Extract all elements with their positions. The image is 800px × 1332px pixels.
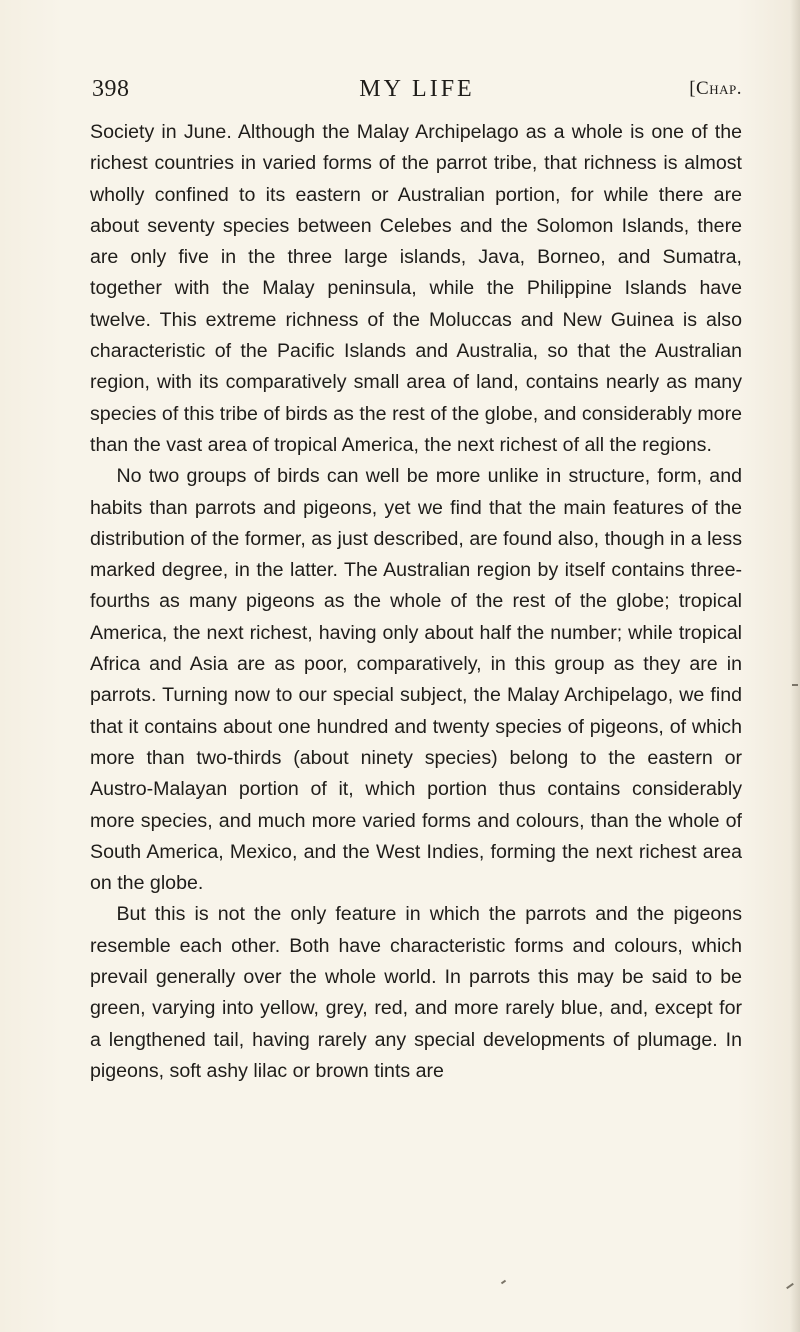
running-title: MY LIFE: [359, 76, 475, 102]
paragraph-3: But this is not the only feature in which the parrots and the pigeons resemble each other. Both have characteristic forms and colours, which prevail generally over the whole world. In parrots this may be said to be green, varying into yellow, grey, red, and more rarely blue, and, except for a lengthened tail, having rarely any special developments of plumage. In pigeons, soft ashy lilac or brown tints are: [90, 903, 742, 1082]
print-speck: [792, 684, 798, 686]
running-header: [92, 76, 742, 110]
page-number: 398: [92, 76, 130, 102]
print-speck: [501, 1280, 506, 1285]
paragraph-1: Society in June. Although the Malay Archipelago as a whole is one of the richest countries in varied forms of the parrot tribe, that richness is almost wholly confined to its eastern or Australian portion, for while there are about seventy species between Celebes and the Solomon Islands, there are only five in the three large islands, Java, Borneo, and Sumatra, together with the Malay peninsula, while the Philippine Islands have twelve. This extreme richness of the Moluccas and New Guinea is also characteristic of the Pacific Islands and Australia, so that the Australian region, with its comparatively small area of land, contains nearly as many species of this tribe of birds as the rest of the globe, and considerably more than the vast area of tropical America, the next richest of all the regions.: [90, 121, 742, 456]
paragraph-2: No two groups of birds can well be more unlike in structure, form, and habits than parrots and pigeons, yet we find that the main features of the distribution of the former, as just described, are found also, though in a less marked degree, in the latter. The Australian region by itself contains three-fourths as many pigeons as the whole of the rest of the globe; tropical America, the next richest, having only about half the number; while tropical Africa and Asia are as poor, comparatively, in this group as they are in parrots. Turning now to our special subject, the Malay Archipelago, we find that it contains about one hundred and twenty species of pigeons, of which more than two-thirds (about ninety species) belong to the eastern or Austro-Malayan portion of it, which portion thus contains considerably more species, and much more varied forms and colours, than the whole of South America, Mexico, and the West Indies, forming the next richest area on the globe.: [90, 465, 742, 895]
page-edge-shadow: [790, 0, 800, 1332]
chapter-tag: [Chap.: [689, 78, 742, 99]
body-text: [90, 117, 742, 1087]
